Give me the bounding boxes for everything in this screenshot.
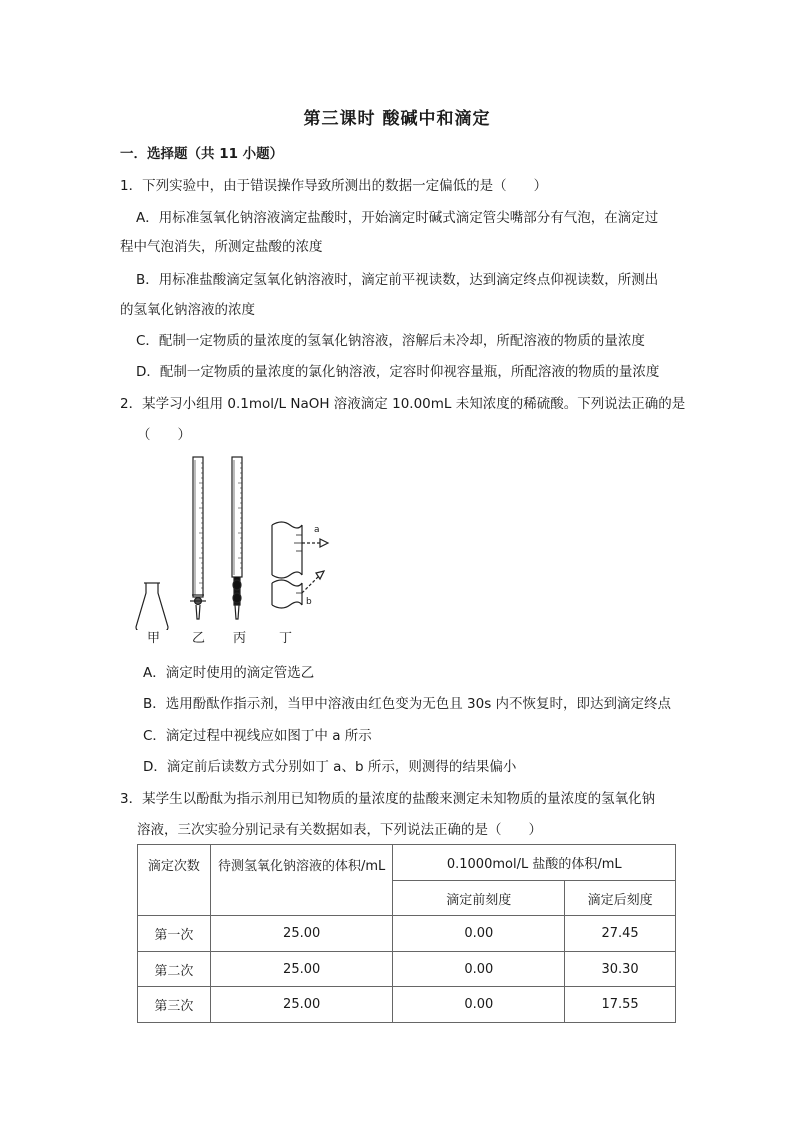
table-row [138, 952, 676, 987]
q1-stem: 1．下列实验中，由于错误操作导致所测出的数据一定偏低的是（ ） [120, 178, 548, 194]
q2-option-c: C．滴定过程中视线应如图丁中 a 所示 [143, 728, 372, 744]
q2-option-b: B．选用酚酞作指示剂，当甲中溶液由红色变为无色且 30s 内不恢复时，即达到滴定终点 [143, 696, 672, 712]
row-before: 0.00 [393, 916, 565, 952]
q1-option-d: D．配制一定物质的量浓度的氯化钠溶液，定容时仰视容量瓶，所配溶液的物质的量浓度 [136, 364, 660, 380]
row-before: 0.00 [393, 987, 565, 1023]
apparatus-drawing [130, 455, 360, 630]
section-heading: 一．选择题（共 11 小题） [120, 146, 284, 162]
row-after: 27.45 [565, 916, 676, 952]
row-volume: 25.00 [210, 916, 393, 952]
q3-stem-line2: 溶液，三次实验分别记录有关数据如表，下列说法正确的是（ ） [137, 822, 542, 838]
figure-label-yi: 乙 [192, 631, 206, 646]
q1-option-a-line1: A．用标准氢氧化钠溶液滴定盐酸时，开始滴定时碱式滴定管尖嘴部分有气泡，在滴定过 [136, 210, 659, 226]
q2-stem-line1: 2．某学习小组用 0.1mol/L NaOH 溶液滴定 10.00mL 未知浓度的稀硫酸。下列说法正确的是 [120, 396, 686, 412]
table-row [138, 916, 676, 952]
row-label: 第三次 [138, 987, 211, 1023]
q2-stem-line2: （ ） [137, 427, 191, 443]
figure-label-ding: 丁 [279, 631, 293, 646]
titration-data-table [137, 844, 676, 1023]
row-label: 第二次 [138, 952, 211, 987]
header-volume: 待测氢氧化钠溶液的体积/mL [210, 845, 393, 916]
q1-option-a-line2: 程中气泡消失，所测定盐酸的浓度 [120, 239, 323, 255]
header-after-reading: 滴定后刻度 [565, 881, 676, 916]
sight-line-a-label: a [314, 525, 320, 535]
table-row [138, 987, 676, 1023]
figure-label-jia: 甲 [147, 631, 161, 646]
reading-diagram-drawing [272, 522, 328, 608]
row-volume: 25.00 [210, 987, 393, 1023]
header-times: 滴定次数 [138, 845, 211, 916]
row-label: 第一次 [138, 916, 211, 952]
sight-line-b-label: b [306, 597, 312, 607]
row-before: 0.00 [393, 952, 565, 987]
figure-label-bing: 丙 [233, 631, 247, 646]
q1-option-b-line2: 的氢氧化钠溶液的浓度 [120, 302, 255, 318]
header-before-reading: 滴定前刻度 [393, 881, 565, 916]
conical-flask-drawing [136, 583, 168, 630]
header-hcl-volume: 0.1000mol/L 盐酸的体积/mL [393, 845, 676, 881]
q2-option-d: D．滴定前后读数方式分别如丁 a、b 所示，则测得的结果偏小 [143, 759, 517, 775]
row-after: 17.55 [565, 987, 676, 1023]
apparatus-figure [130, 455, 360, 650]
q3-stem-line1: 3．某学生以酚酞为指示剂用已知物质的量浓度的盐酸来测定未知物质的量浓度的氢氧化钠 [120, 791, 656, 807]
acid-burette-drawing [190, 457, 206, 619]
q1-option-b-line1: B．用标准盐酸滴定氢氧化钠溶液时，滴定前平视读数，达到滴定终点仰视读数，所测出 [136, 272, 659, 288]
q2-option-a: A．滴定时使用的滴定管选乙 [143, 665, 315, 681]
page-title: 第三课时 酸碱中和滴定 [303, 109, 491, 129]
row-after: 30.30 [565, 952, 676, 987]
row-volume: 25.00 [210, 952, 393, 987]
q1-option-c: C．配制一定物质的量浓度的氢氧化钠溶液，溶解后未冷却，所配溶液的物质的量浓度 [136, 333, 645, 349]
